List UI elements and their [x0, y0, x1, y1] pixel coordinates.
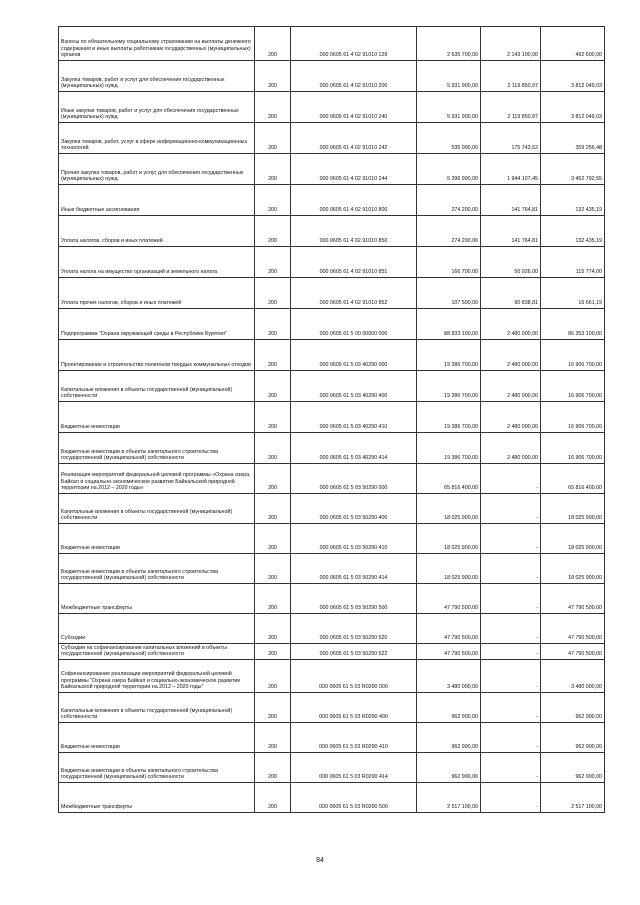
row-code: 200 — [255, 92, 291, 123]
row-kbk: 000 0605 61 4 02 91010 200 — [291, 61, 417, 92]
row-executed: - — [481, 783, 541, 813]
row-code: 200 — [255, 216, 291, 247]
row-remaining: 3 452 792,55 — [541, 154, 605, 185]
row-code: 200 — [255, 644, 291, 660]
row-executed: 2 480 000,00 — [481, 371, 541, 402]
row-name: Уплата прочих налогов, сборов и иных платежей — [59, 278, 255, 309]
row-executed: 141 764,81 — [481, 185, 541, 216]
row-name: Закупка товаров, работ, услуг в сфере информационно-коммуникационных технологий — [59, 123, 255, 154]
row-kbk: 000 0605 61 5 03 40290 414 — [291, 433, 417, 464]
row-approved: 18 025 900,00 — [417, 554, 481, 584]
table-row — [59, 402, 605, 433]
row-executed: 1 944 107,45 — [481, 154, 541, 185]
row-name: Межбюджетные трансферты — [59, 783, 255, 813]
row-remaining: 3 812 049,03 — [541, 92, 605, 123]
row-kbk: 000 0605 61 5 03 40290 410 — [291, 402, 417, 433]
row-name: Уплата налогов, сборов и иных платежей — [59, 216, 255, 247]
row-remaining: 18 025 900,00 — [541, 494, 605, 524]
row-name: Иные закупки товаров, работ и услуг для обеспечения государственных (муниципальных) нужд — [59, 92, 255, 123]
table-row — [59, 27, 605, 61]
page-number: 84 — [316, 857, 324, 864]
row-remaining: 962 900,00 — [541, 723, 605, 753]
row-code: 200 — [255, 524, 291, 554]
row-code: 200 — [255, 614, 291, 644]
row-remaining: 962 900,00 — [541, 693, 605, 723]
row-executed: 2 480 000,00 — [481, 433, 541, 464]
row-code: 200 — [255, 584, 291, 614]
row-kbk: 000 0605 61 4 02 91010 800 — [291, 185, 417, 216]
row-executed: 2 119 850,97 — [481, 61, 541, 92]
row-executed: 2 480 000,00 — [481, 402, 541, 433]
row-executed: - — [481, 494, 541, 524]
row-executed: 50 926,00 — [481, 247, 541, 278]
row-approved: 5 931 900,00 — [417, 92, 481, 123]
row-remaining: 86 353 100,00 — [541, 309, 605, 340]
row-kbk: 000 0605 61 4 02 91010 129 — [291, 27, 417, 61]
row-kbk: 000 0605 61 4 02 91010 851 — [291, 247, 417, 278]
row-remaining: 359 256,48 — [541, 123, 605, 154]
row-remaining: 47 790 500,00 — [541, 614, 605, 644]
table-row — [59, 92, 605, 123]
row-kbk: 000 0605 61 4 02 91010 240 — [291, 92, 417, 123]
row-approved: 5 396 900,00 — [417, 154, 481, 185]
budget-table — [58, 26, 605, 813]
row-remaining: 16 906 700,00 — [541, 433, 605, 464]
row-remaining: 492 600,00 — [541, 27, 605, 61]
row-remaining: 18 025 900,00 — [541, 524, 605, 554]
row-approved: 107 500,00 — [417, 278, 481, 309]
row-remaining: 2 517 100,00 — [541, 783, 605, 813]
table-row — [59, 216, 605, 247]
row-executed: - — [481, 644, 541, 660]
row-kbk: 000 0605 61 5 03 R0290 400 — [291, 693, 417, 723]
row-remaining: 132 435,19 — [541, 216, 605, 247]
row-executed: 2 480 000,00 — [481, 309, 541, 340]
row-executed: - — [481, 614, 541, 644]
budget-table-body — [59, 27, 605, 813]
row-code: 200 — [255, 309, 291, 340]
row-executed: 2 480 000,00 — [481, 340, 541, 371]
row-approved: 18 025 900,00 — [417, 494, 481, 524]
row-code: 200 — [255, 693, 291, 723]
table-row — [59, 693, 605, 723]
row-executed: - — [481, 723, 541, 753]
row-code: 200 — [255, 433, 291, 464]
row-code: 200 — [255, 340, 291, 371]
row-approved: 274 200,00 — [417, 216, 481, 247]
row-kbk: 000 0605 61 5 03 R0290 000 — [291, 660, 417, 693]
row-approved: 47 790 500,00 — [417, 584, 481, 614]
row-remaining: 16 906 700,00 — [541, 402, 605, 433]
row-code: 200 — [255, 154, 291, 185]
row-executed: - — [481, 753, 541, 783]
row-name: Капитальные вложения в объекты государственной (муниципальной) собственности — [59, 693, 255, 723]
row-name: Межбюджетные трансферты — [59, 584, 255, 614]
row-kbk: 000 0605 61 5 00 00000 000 — [291, 309, 417, 340]
row-remaining: 16 661,19 — [541, 278, 605, 309]
row-name: Взносы по обязательному социальному страхованию на выплаты денежного содержания и иные выплаты работникам государственных (муниципальных) органов — [59, 27, 255, 61]
table-row — [59, 371, 605, 402]
row-kbk: 000 0605 61 5 03 50290 400 — [291, 494, 417, 524]
row-approved: 47 790 500,00 — [417, 644, 481, 660]
row-approved: 2 635 700,00 — [417, 27, 481, 61]
row-name: Подпрограмма "Охрана окружающей среды в Республике Бурятия" — [59, 309, 255, 340]
row-code: 200 — [255, 123, 291, 154]
row-executed: - — [481, 554, 541, 584]
row-remaining: 18 025 900,00 — [541, 554, 605, 584]
table-row — [59, 309, 605, 340]
row-executed: 175 743,52 — [481, 123, 541, 154]
row-approved: 47 790 500,00 — [417, 614, 481, 644]
row-approved: 535 000,00 — [417, 123, 481, 154]
table-row — [59, 783, 605, 813]
row-name: Субсидии — [59, 614, 255, 644]
row-kbk: 000 0605 61 5 03 40290 000 — [291, 340, 417, 371]
row-remaining: 962 900,00 — [541, 753, 605, 783]
row-name: Уплата налога на имущество организаций и земельного налога — [59, 247, 255, 278]
row-remaining: 3 812 049,03 — [541, 61, 605, 92]
row-kbk: 000 0605 61 5 03 50290 410 — [291, 524, 417, 554]
row-executed: - — [481, 524, 541, 554]
row-kbk: 000 0605 61 5 03 50290 520 — [291, 614, 417, 644]
row-code: 200 — [255, 753, 291, 783]
row-code: 200 — [255, 185, 291, 216]
row-approved: 5 931 900,00 — [417, 61, 481, 92]
row-remaining: 16 906 700,00 — [541, 371, 605, 402]
row-approved: 3 480 000,00 — [417, 660, 481, 693]
row-executed: 141 764,81 — [481, 216, 541, 247]
row-executed: - — [481, 693, 541, 723]
table-row — [59, 123, 605, 154]
row-code: 200 — [255, 27, 291, 61]
row-approved: 65 816 400,00 — [417, 464, 481, 494]
row-remaining: 47 790 500,00 — [541, 584, 605, 614]
row-remaining: 132 435,19 — [541, 185, 605, 216]
row-executed: 90 838,81 — [481, 278, 541, 309]
row-kbk: 000 0605 61 5 03 50290 500 — [291, 584, 417, 614]
row-name: Бюджетные инвестиции — [59, 524, 255, 554]
row-kbk: 000 0605 61 5 03 R0290 500 — [291, 783, 417, 813]
row-kbk: 000 0605 61 4 02 91010 242 — [291, 123, 417, 154]
row-executed: 2 143 100,00 — [481, 27, 541, 61]
row-name: Бюджетные инвестиции — [59, 723, 255, 753]
row-kbk: 000 0605 61 5 03 R0290 410 — [291, 723, 417, 753]
row-remaining: 16 906 700,00 — [541, 340, 605, 371]
table-row — [59, 554, 605, 584]
row-code: 200 — [255, 464, 291, 494]
table-row — [59, 494, 605, 524]
row-remaining: 3 480 000,00 — [541, 660, 605, 693]
row-kbk: 000 0605 61 4 02 91010 850 — [291, 216, 417, 247]
table-row — [59, 524, 605, 554]
row-name: Бюджетные инвестиции в объекты капитального строительства государственной (муниципальной) собственности — [59, 554, 255, 584]
row-code: 200 — [255, 494, 291, 524]
table-row — [59, 433, 605, 464]
row-name: Софинансирование реализации мероприятий федеральной целевой программы "Охрана озера Байкал и социально-экономическое развитие Байкальской природной территории на 2012 – 2020 годы" — [59, 660, 255, 693]
row-kbk: 000 0605 61 4 02 91010 852 — [291, 278, 417, 309]
table-row — [59, 584, 605, 614]
row-executed: - — [481, 464, 541, 494]
row-name: Бюджетные инвестиции в объекты капитального строительства государственной (муниципальной) собственности — [59, 433, 255, 464]
table-row — [59, 464, 605, 494]
row-code: 200 — [255, 247, 291, 278]
row-kbk: 000 0605 61 5 03 R0290 414 — [291, 753, 417, 783]
table-row — [59, 154, 605, 185]
row-name: Бюджетные инвестиции — [59, 402, 255, 433]
row-approved: 2 517 100,00 — [417, 783, 481, 813]
row-code: 200 — [255, 278, 291, 309]
row-executed: - — [481, 584, 541, 614]
row-approved: 19 386 700,00 — [417, 402, 481, 433]
table-row — [59, 644, 605, 660]
row-approved: 274 200,00 — [417, 185, 481, 216]
row-name: Иные бюджетные ассигнования — [59, 185, 255, 216]
row-executed: 2 119 850,97 — [481, 92, 541, 123]
row-approved: 166 700,00 — [417, 247, 481, 278]
row-remaining: 47 790 500,00 — [541, 644, 605, 660]
row-approved: 19 386 700,00 — [417, 433, 481, 464]
row-name: Закупка товаров, работ и услуг для обеспечения государственных (муниципальных) нужд — [59, 61, 255, 92]
row-approved: 88 833 100,00 — [417, 309, 481, 340]
row-approved: 18 025 900,00 — [417, 524, 481, 554]
table-row — [59, 723, 605, 753]
row-name: Капитальные вложения в объекты государственной (муниципальной) собственности — [59, 494, 255, 524]
row-kbk: 000 0605 61 4 02 91010 244 — [291, 154, 417, 185]
row-remaining: 115 774,00 — [541, 247, 605, 278]
row-name: Проектирование и строительство полигонов твердых коммунальных отходов — [59, 340, 255, 371]
table-row — [59, 61, 605, 92]
row-code: 200 — [255, 554, 291, 584]
row-code: 200 — [255, 371, 291, 402]
row-approved: 962 900,00 — [417, 693, 481, 723]
table-row — [59, 660, 605, 693]
row-approved: 962 900,00 — [417, 723, 481, 753]
row-code: 200 — [255, 783, 291, 813]
row-kbk: 000 0605 61 5 03 50290 000 — [291, 464, 417, 494]
table-row — [59, 185, 605, 216]
row-name: Субсидии на софинансирование капитальных вложений в объекты государственной (муниципальной) собственности — [59, 644, 255, 660]
row-kbk: 000 0605 61 5 03 40290 400 — [291, 371, 417, 402]
row-executed: - — [481, 660, 541, 693]
row-approved: 19 386 700,00 — [417, 340, 481, 371]
table-row — [59, 753, 605, 783]
table-row — [59, 278, 605, 309]
table-row — [59, 614, 605, 644]
row-approved: 19 386 700,00 — [417, 371, 481, 402]
row-code: 200 — [255, 660, 291, 693]
row-name: Капитальные вложения в объекты государственной (муниципальной) собственности — [59, 371, 255, 402]
row-code: 200 — [255, 402, 291, 433]
row-kbk: 000 0605 61 5 03 50290 522 — [291, 644, 417, 660]
row-code: 200 — [255, 723, 291, 753]
row-remaining: 65 816 400,00 — [541, 464, 605, 494]
row-code: 200 — [255, 61, 291, 92]
row-name: Прочая закупка товаров, работ и услуг для обеспечения государственных (муниципальных) нужд — [59, 154, 255, 185]
row-kbk: 000 0605 61 5 03 50290 414 — [291, 554, 417, 584]
table-row — [59, 247, 605, 278]
table-row — [59, 340, 605, 371]
row-name: Реализация мероприятий федеральной целевой программы «Охрана озера Байкал и социально-экономическое развитие Байкальской природной территории на 2012 – 2020 годы» — [59, 464, 255, 494]
row-name: Бюджетные инвестиции в объекты капитального строительства государственной (муниципальной) собственности — [59, 753, 255, 783]
row-approved: 962 900,00 — [417, 753, 481, 783]
